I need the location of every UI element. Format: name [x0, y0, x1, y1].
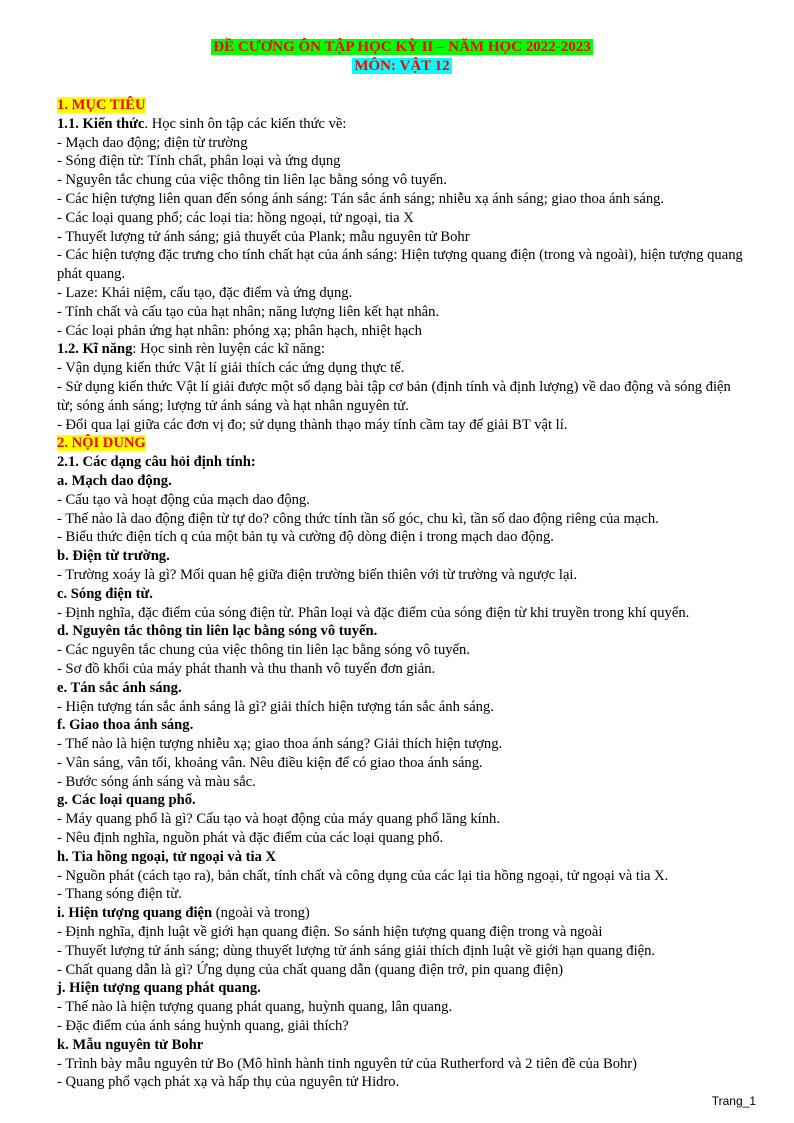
section-heading-content: 2. NỘI DUNG [57, 435, 146, 452]
topic-item: - Định nghĩa, đặc điểm của sóng điện từ. Phân loại và đặc điểm của sóng điện từ khi truyền trong khí quyển. [57, 604, 690, 621]
topic-item: - Vân sáng, vân tối, khoảng vân. Nêu điều kiện để có giao thoa ánh sáng. [57, 754, 483, 771]
topic-item: - Trường xoáy là gì? Mối quan hệ giữa điện trường biến thiên với từ trường và ngược lại. [57, 566, 578, 583]
topic-item: - Thế nào là dao động điện từ tự do? công thức tính tần số góc, chu kì, tần số dao động riêng của mạch. [57, 510, 659, 527]
topic-item: - Thế nào là hiện tượng quang phát quang, huỳnh quang, lân quang. [57, 999, 453, 1016]
title-text: ĐỀ CƯƠNG ÔN TẬP HỌC KỲ II – NĂM HỌC 2022-2023 [213, 39, 591, 55]
skill-item: - Sử dụng kiến thức Vật lí giải được một số dạng bài tập cơ bản (định tính và định lượng) về dao động và sóng điện từ; sóng ánh sáng; lượng tử ánh sáng và hạt nhân nguyên tử. [57, 378, 731, 414]
skill-item: - Đổi qua lại giữa các đơn vị đo; sử dụng thành thạo máy tính cầm tay để giải BT vật lí. [57, 416, 568, 433]
topic-heading: f. Giao thoa ánh sáng. [57, 717, 194, 734]
topic-heading: g. Các loại quang phổ. [57, 792, 196, 809]
topic-heading: b. Điện từ trường. [57, 548, 170, 565]
topic-item: - Cấu tạo và hoạt động của mạch dao động. [57, 491, 310, 508]
knowledge-item: - Các hiện tượng liên quan đến sóng ánh sáng: Tán sắc ánh sáng; nhiễu xạ ánh sáng; giao thoa ánh sáng. [57, 190, 665, 207]
topic-item: - Định nghĩa, định luật về giới hạn quang điện. So sánh hiện tượng quang điện trong và ngoài [57, 924, 603, 941]
topic-item: - Đặc điểm của ánh sáng huỳnh quang, giải thích? [57, 1018, 349, 1035]
knowledge-item: - Mạch dao động; điện từ trường [57, 134, 248, 151]
knowledge-list [57, 134, 747, 341]
document-page [57, 38, 747, 1092]
topic-item: - Biểu thức điện tích q của một bản tụ và cường độ dòng điện i trong mạch dao động. [57, 529, 554, 546]
knowledge-item: - Các loại phản ứng hạt nhân: phóng xạ; phân hạch, nhiệt hạch [57, 322, 422, 339]
document-title [57, 38, 747, 57]
knowledge-heading: 1.1. Kiến thức. Học sinh ôn tập các kiến thức về: [57, 115, 347, 132]
document-body [57, 96, 747, 1092]
topic-item: - Thuyết lượng tử ánh sáng; dùng thuyết lượng tử ánh sáng giải thích định luật về giới hạn quang điện. [57, 942, 656, 959]
subject-line [57, 57, 747, 76]
topic-item: - Chất quang dẫn là gì? Ứng dụng của chất quang dẫn (quang điện trở, pin quang điện) [57, 961, 564, 978]
knowledge-item: - Sóng điện từ: Tính chất, phân loại và ứng dụng [57, 153, 341, 170]
topic-item: - Trình bày mẫu nguyên tử Bo (Mô hình hành tinh nguyên tử của Rutherford và 2 tiên đề của Bohr) [57, 1055, 638, 1072]
skills-heading: 1.2. Kĩ năng: Học sinh rèn luyện các kĩ năng: [57, 341, 325, 358]
skills-list [57, 359, 747, 434]
knowledge-item: - Các hiện tượng đặc trưng cho tính chất hạt của ánh sáng: Hiện tượng quang điện (trong và ngoài), hiện tượng quang phát quang. [57, 247, 743, 283]
topic-item: - Quang phổ vạch phát xạ và hấp thụ của nguyên tử Hidro. [57, 1074, 400, 1091]
topic-heading: c. Sóng điện từ. [57, 585, 153, 602]
subject-text: MÔN: VẬT 12 [354, 58, 450, 74]
topic-heading: k. Mẫu nguyên tử Bohr [57, 1036, 204, 1053]
topic-item: - Thang sóng điện từ. [57, 886, 182, 903]
knowledge-item: - Nguyên tắc chung của việc thông tin liên lạc bằng sóng vô tuyến. [57, 172, 447, 189]
topic-heading: e. Tán sắc ánh sáng. [57, 679, 182, 696]
topic-heading: d. Nguyên tắc thông tin liên lạc bằng sóng vô tuyến. [57, 623, 378, 640]
topic-item: - Nguồn phát (cách tạo ra), bản chất, tính chất và công dụng của các lại tia hồng ngoại, tử ngoại và tia X. [57, 867, 669, 884]
topic-item: - Máy quang phổ là gì? Cấu tạo và hoạt động của máy quang phổ lăng kính. [57, 811, 500, 828]
topic-groups [57, 472, 747, 1092]
knowledge-item: - Laze: Khái niệm, cấu tạo, đặc điểm và ứng dụng. [57, 284, 353, 301]
page-number: Trang_1 [711, 1094, 756, 1108]
knowledge-item: - Tính chất và cấu tạo của hạt nhân; năng lượng liên kết hạt nhân. [57, 303, 440, 320]
topic-heading: h. Tia hồng ngoại, tử ngoại và tia X [57, 848, 277, 865]
topic-item: - Các nguyên tắc chung của việc thông tin liên lạc bằng sóng vô tuyến. [57, 642, 470, 659]
topic-item: - Bước sóng ánh sáng và màu sắc. [57, 773, 256, 790]
topic-item: - Hiện tượng tán sắc ánh sáng là gì? giải thích hiện tượng tán sắc ánh sáng. [57, 698, 494, 715]
knowledge-item: - Thuyết lượng tử ánh sáng; giả thuyết của Plank; mẫu nguyên tử Bohr [57, 228, 470, 245]
topic-heading: a. Mạch dao động. [57, 472, 172, 489]
skill-item: - Vận dụng kiến thức Vật lí giải thích các ứng dụng thực tế. [57, 360, 405, 377]
subsection-heading: 2.1. Các dạng câu hỏi định tính: [57, 454, 256, 471]
topic-item: - Sơ đồ khối của máy phát thanh và thu thanh vô tuyến đơn giản. [57, 660, 436, 677]
topic-item: - Nêu định nghĩa, nguồn phát và đặc điểm của các loại quang phổ. [57, 830, 444, 847]
topic-heading: j. Hiện tượng quang phát quang. [57, 980, 261, 997]
topic-item: - Thế nào là hiện tượng nhiễu xạ; giao thoa ánh sáng? Giải thích hiện tượng. [57, 736, 503, 753]
topic-heading: i. Hiện tượng quang điện (ngoài và trong) [57, 905, 310, 922]
knowledge-item: - Các loại quang phổ; các loại tia: hồng ngoại, tử ngoại, tia X [57, 209, 414, 226]
section-heading-objectives: 1. MỤC TIÊU [57, 97, 146, 113]
